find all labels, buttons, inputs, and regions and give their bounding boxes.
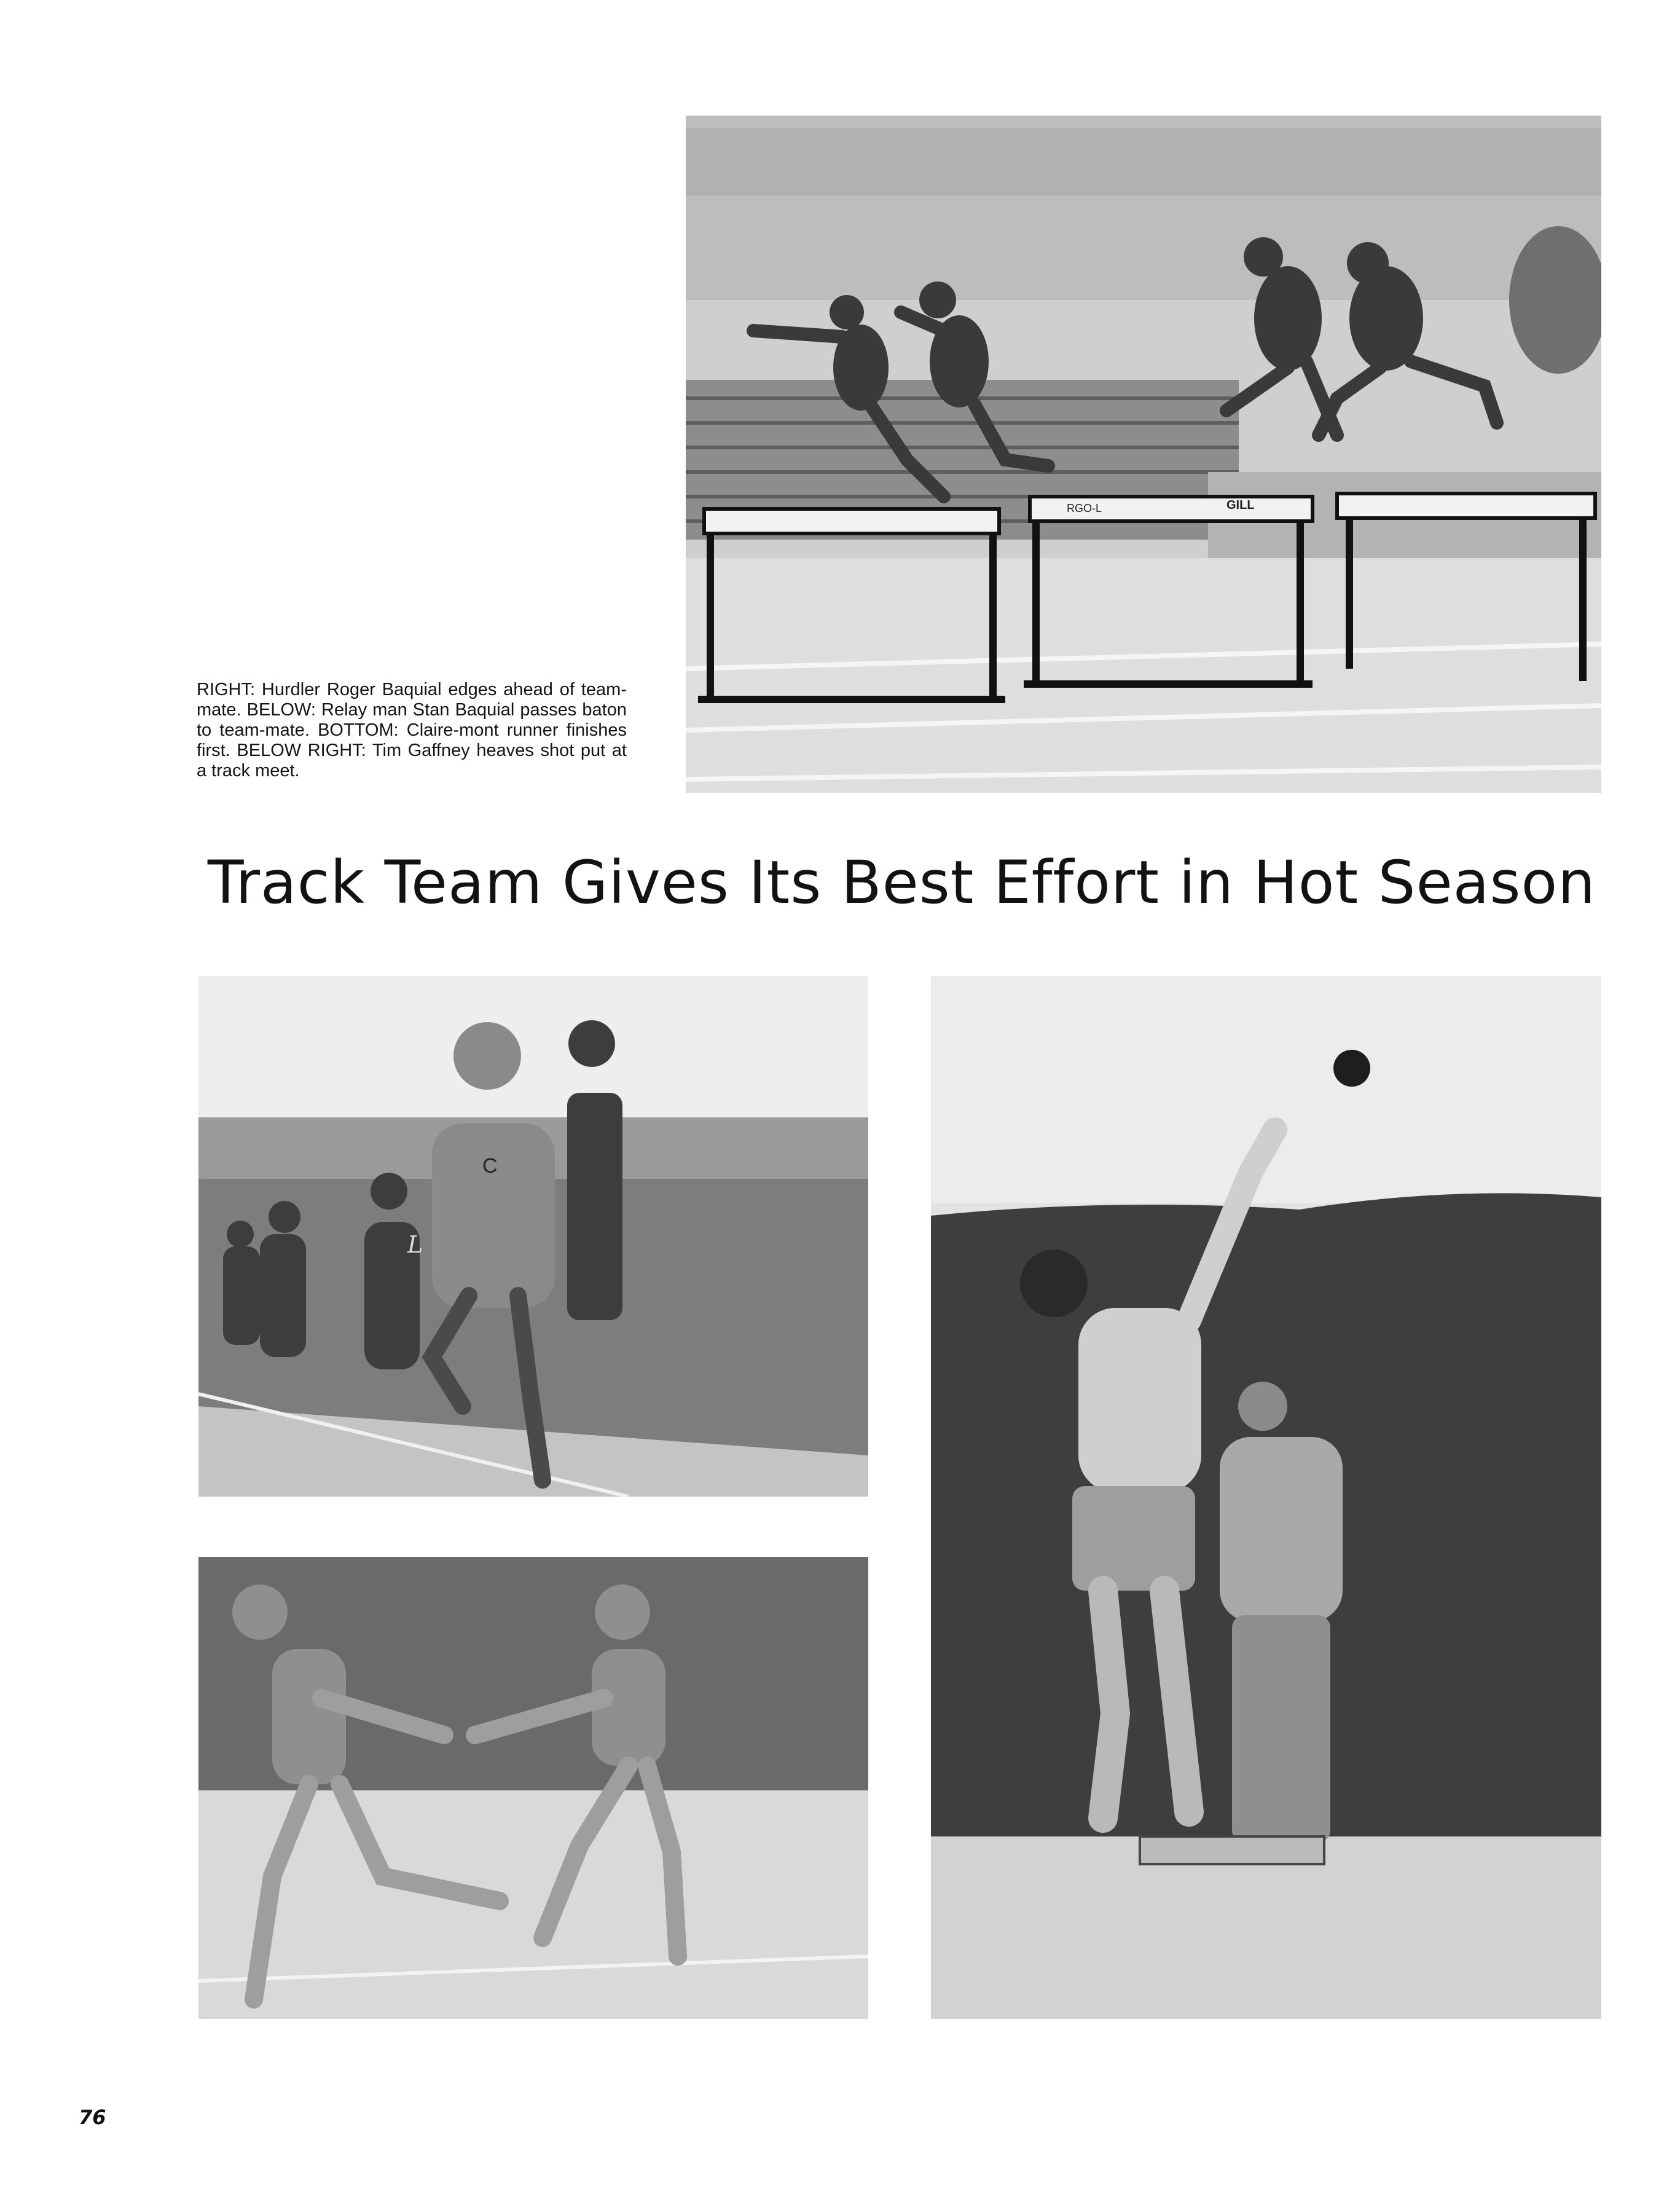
page-number: 76	[79, 2106, 106, 2129]
jersey-letter-front: C	[482, 1154, 498, 1178]
runners-photo	[198, 976, 868, 1497]
hurdles-photo	[686, 116, 1601, 793]
shot-put-photo	[931, 976, 1601, 2019]
page-headline: Track Team Gives Its Best Effort in Hot Season	[207, 848, 1596, 917]
photo-caption: RIGHT: Hurdler Roger Baquial edges ahead of team-mate. BELOW: Relay man Stan Baquial passes baton to team-mate. BOTTOM: Claire-mont runner finishes first. BELOW RIGHT: Tim Gaffney heaves shot put at a track meet.	[197, 680, 627, 781]
jersey-letter-middle: L	[407, 1231, 423, 1258]
hurdle-label-2: GILL	[1226, 498, 1255, 512]
relay-photo	[198, 1557, 868, 2019]
hurdle-label-1: RGO-L	[1067, 502, 1102, 514]
